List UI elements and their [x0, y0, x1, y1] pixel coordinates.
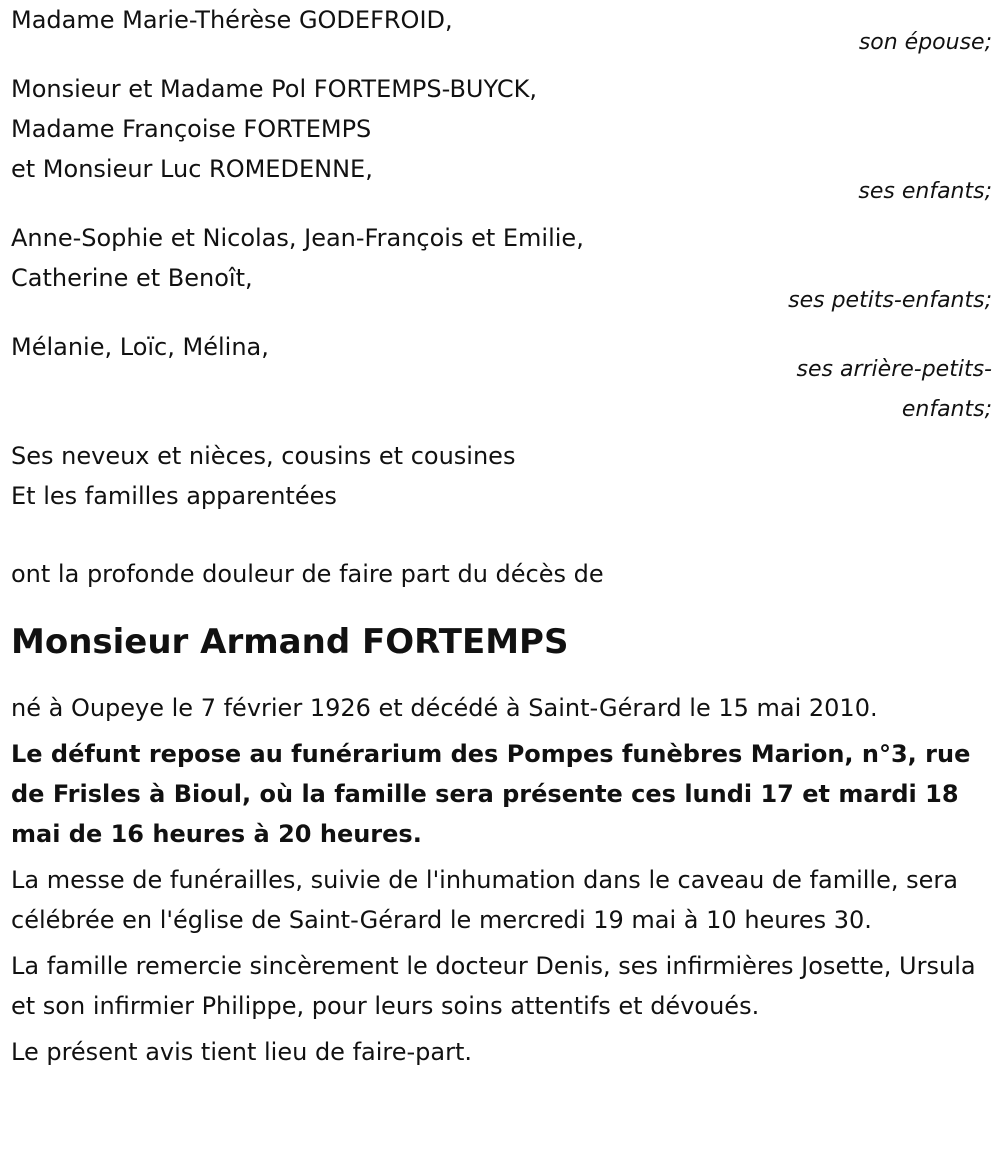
extended-family-line: Ses neveux et nièces, cousins et cousines: [11, 442, 516, 470]
child-name: Monsieur et Madame Pol FORTEMPS-BUYCK,: [11, 75, 537, 103]
deceased-name: Monsieur Armand FORTEMPS: [11, 622, 569, 662]
child-name: Madame Françoise FORTEMPS: [11, 115, 372, 143]
spouse-relation: son épouse;: [858, 30, 992, 55]
closing-text: Le présent avis tient lieu de faire-part.: [11, 1038, 473, 1066]
death-notice: [11, 0, 992, 1072]
visitation-info: Le défunt repose au funérarium des Pompes funèbres Marion, n°3, rue de Frisles à Bioul, où la famille sera présente ces lundi 17 et mardi 18 mai de 16 heures à 20 heures.: [11, 740, 971, 848]
thanks-text: La famille remercie sincèrement le docteur Denis, ses infirmières Josette, Ursula et son infirmier Philippe, pour leurs soins attentifs et dévoués.: [11, 952, 976, 1020]
funeral-info: La messe de funérailles, suivie de l'inhumation dans le caveau de famille, sera célébrée en l'église de Saint-Gérard le mercredi 19 mai à 10 heures 30.: [11, 866, 958, 934]
great-grandchildren-block: [11, 327, 992, 430]
grandchildren-relation: ses petits-enfants;: [788, 288, 992, 313]
grandchild-names: Catherine et Benoît,: [11, 264, 253, 292]
children-relation: ses enfants;: [858, 179, 992, 204]
grandchild-names: Anne-Sophie et Nicolas, Jean-François et Emilie,: [11, 224, 584, 252]
great-grandchild-names: Mélanie, Loïc, Mélina,: [11, 333, 269, 361]
grandchildren-block: [11, 218, 992, 321]
great-grandchildren-relation-cont: enfants;: [901, 397, 992, 422]
great-grandchildren-relation: ses arrière-petits-: [796, 357, 992, 382]
children-block: [11, 69, 992, 212]
spouse-name: Madame Marie-Thérèse GODEFROID,: [11, 6, 453, 34]
announcement-text: ont la profonde douleur de faire part du décès de: [11, 560, 604, 588]
child-name: et Monsieur Luc ROMEDENNE,: [11, 155, 373, 183]
spouse-block: [11, 0, 992, 63]
birth-death-line: né à Oupeye le 7 février 1926 et décédé à Saint-Gérard le 15 mai 2010.: [11, 694, 878, 722]
extended-family-line: Et les familles apparentées: [11, 482, 337, 510]
extended-family-block: [11, 436, 992, 516]
